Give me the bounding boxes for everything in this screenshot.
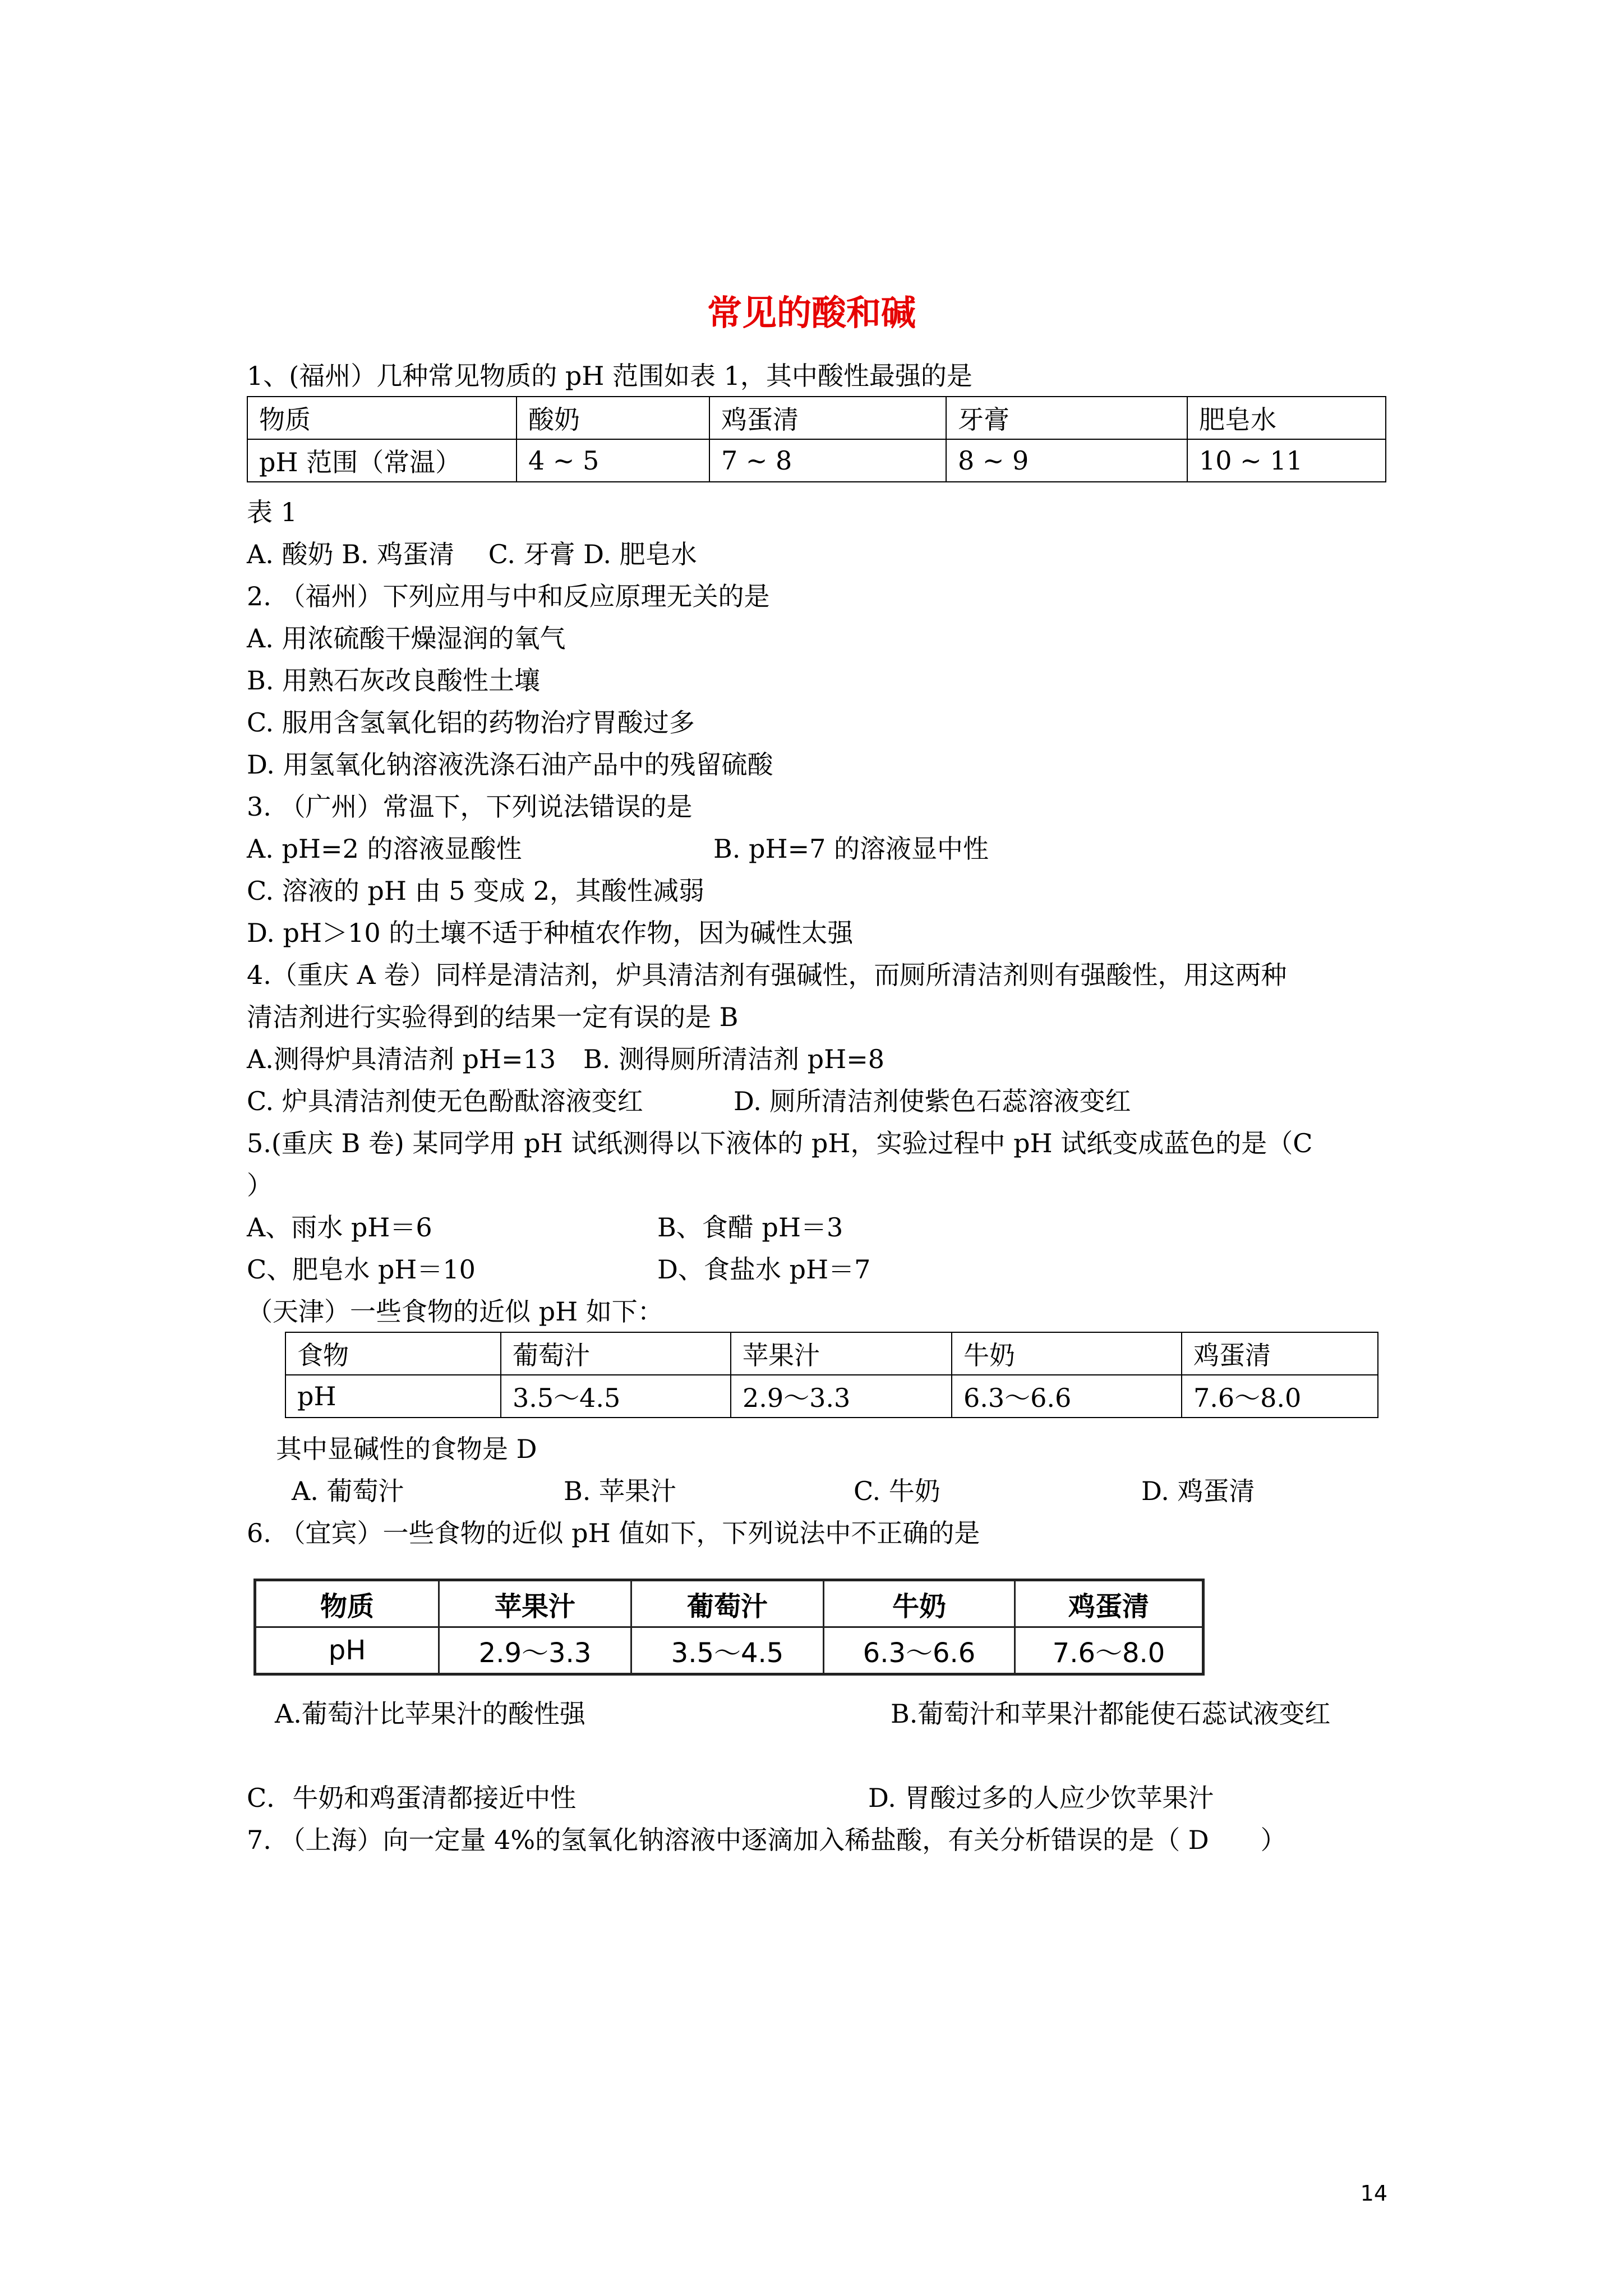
tianjin-question: （天津）一些食物的近似 pH 如下： (247, 1296, 663, 1327)
table-cell: 6.3～6.6 (952, 1375, 1182, 1418)
question-5-option-b: B、食醋 pH＝3 (657, 1212, 843, 1243)
question-6-option-c: C．牛奶和鸡蛋清都接近中性 (247, 1783, 577, 1813)
question-6: 6. （宜宾）一些食物的近似 pH 值如下，下列说法中不正确的是 (247, 1518, 980, 1548)
table-cell: 肥皂水 (1187, 397, 1386, 439)
ph-table-2 (285, 1332, 1378, 1418)
question-4-option-d: D. 厕所清洁剂使紫色石蕊溶液变红 (734, 1086, 1131, 1116)
question-5-option-a: A、雨水 pH＝6 (247, 1212, 432, 1243)
table-cell: 4 ~ 5 (517, 439, 709, 482)
table-row (285, 1375, 1378, 1418)
table-cell: pH 范围（常温） (247, 439, 517, 482)
question-2-option-c: C. 服用含氢氧化铝的药物治疗胃酸过多 (247, 707, 695, 738)
tianjin-option-c: C. 牛奶 (854, 1476, 940, 1506)
question-3-option-d: D. pH＞10 的土壤不适于种植农作物，因为碱性太强 (247, 918, 854, 948)
question-1-options: A. 酸奶 B. 鸡蛋清 C. 牙膏 D. 肥皂水 (247, 539, 697, 569)
table-cell: 2.9～3.3 (731, 1375, 952, 1418)
table-cell: 2.9～3.3 (439, 1627, 631, 1674)
table-cell: 苹果汁 (439, 1580, 631, 1627)
table-cell: 7.6～8.0 (1182, 1375, 1378, 1418)
question-6-option-d: D. 胃酸过多的人应少饮苹果汁 (868, 1783, 1214, 1813)
tianjin-option-d: D. 鸡蛋清 (1141, 1476, 1255, 1506)
table-cell: 鸡蛋清 (1182, 1332, 1378, 1375)
ph-table-1 (247, 396, 1386, 482)
table-row (285, 1332, 1378, 1375)
question-4-option-a: A.测得炉具清洁剂 pH=13 (247, 1044, 556, 1074)
table-cell: pH (255, 1627, 439, 1674)
table-cell: 3.5～4.5 (631, 1627, 824, 1674)
table-cell: 7.6～8.0 (1015, 1627, 1204, 1674)
page-title: 常见的酸和碱 (707, 292, 916, 333)
table-cell: 鸡蛋清 (1015, 1580, 1204, 1627)
table-cell: 6.3～6.6 (824, 1627, 1015, 1674)
table-cell: 鸡蛋清 (709, 397, 946, 439)
table-cell: 牛奶 (952, 1332, 1182, 1375)
tianjin-option-b: B. 苹果汁 (564, 1476, 677, 1506)
question-5-line-1: 5.(重庆 B 卷) 某同学用 pH 试纸测得以下液体的 pH，实验过程中 pH 试纸变成蓝色的是（C (247, 1128, 1313, 1158)
question-3: 3. （广州）常温下，下列说法错误的是 (247, 792, 693, 822)
question-1: 1、(福州）几种常见物质的 pH 范围如表 1，其中酸性最强的是 (247, 361, 972, 391)
question-3-option-c: C. 溶液的 pH 由 5 变成 2，其酸性减弱 (247, 876, 705, 906)
question-4-option-b: B. 测得厕所清洁剂 pH=8 (583, 1044, 885, 1074)
question-4-option-c: C. 炉具清洁剂使无色酚酞溶液变红 (247, 1086, 643, 1116)
question-2-option-a: A. 用浓硫酸干燥湿润的氧气 (247, 623, 566, 654)
question-7: 7. （上海）向一定量 4%的氢氧化钠溶液中逐滴加入稀盐酸，有关分析错误的是（ D ） (247, 1825, 1287, 1855)
question-4-line-2: 清洁剂进行实验得到的结果一定有误的是 B (247, 1002, 739, 1032)
question-4-line-1: 4.（重庆 A 卷）同样是清洁剂，炉具清洁剂有强碱性，而厕所清洁剂则有强酸性，用这两种 (247, 960, 1287, 990)
table-cell: 物质 (247, 397, 517, 439)
table-cell: 7 ~ 8 (709, 439, 946, 482)
question-6-option-a: A.葡萄汁比苹果汁的酸性强 (275, 1699, 585, 1729)
table-cell: 物质 (255, 1580, 439, 1627)
table-row (255, 1627, 1204, 1674)
table-row (247, 439, 1386, 482)
table-row (255, 1580, 1204, 1627)
table-cell: 苹果汁 (731, 1332, 952, 1375)
table-row (247, 397, 1386, 439)
question-2-option-b: B. 用熟石灰改良酸性土壤 (247, 665, 541, 696)
table-cell: 牙膏 (946, 397, 1187, 439)
table-cell: pH (285, 1375, 501, 1418)
question-2: 2. （福州）下列应用与中和反应原理无关的是 (247, 581, 770, 611)
question-5-option-c: C、肥皂水 pH＝10 (247, 1254, 476, 1285)
table-caption: 表 1 (247, 497, 297, 527)
table-cell: 8 ~ 9 (946, 439, 1187, 482)
question-2-option-d: D. 用氢氧化钠溶液洗涤石油产品中的残留硫酸 (247, 749, 773, 780)
table-cell: 酸奶 (517, 397, 709, 439)
question-5-line-2: ） (247, 1170, 273, 1200)
question-3-option-a: A. pH=2 的溶液显酸性 (247, 834, 522, 864)
table-cell: 葡萄汁 (631, 1580, 824, 1627)
page-number: 14 (1360, 2181, 1387, 2206)
question-3-option-b: B. pH=7 的溶液显中性 (713, 834, 989, 864)
table-cell: 牛奶 (824, 1580, 1015, 1627)
ph-table-image (253, 1579, 1205, 1676)
question-5-option-d: D、食盐水 pH＝7 (657, 1254, 871, 1285)
tianjin-question-stem: 其中显碱性的食物是 D (276, 1434, 537, 1464)
table-cell: 葡萄汁 (501, 1332, 731, 1375)
table-cell: 10 ~ 11 (1187, 439, 1386, 482)
tianjin-option-a: A. 葡萄汁 (292, 1476, 404, 1506)
table-cell: 3.5～4.5 (501, 1375, 731, 1418)
question-6-option-b: B.葡萄汁和苹果汁都能使石蕊试液变红 (891, 1699, 1331, 1729)
table-cell: 食物 (285, 1332, 501, 1375)
